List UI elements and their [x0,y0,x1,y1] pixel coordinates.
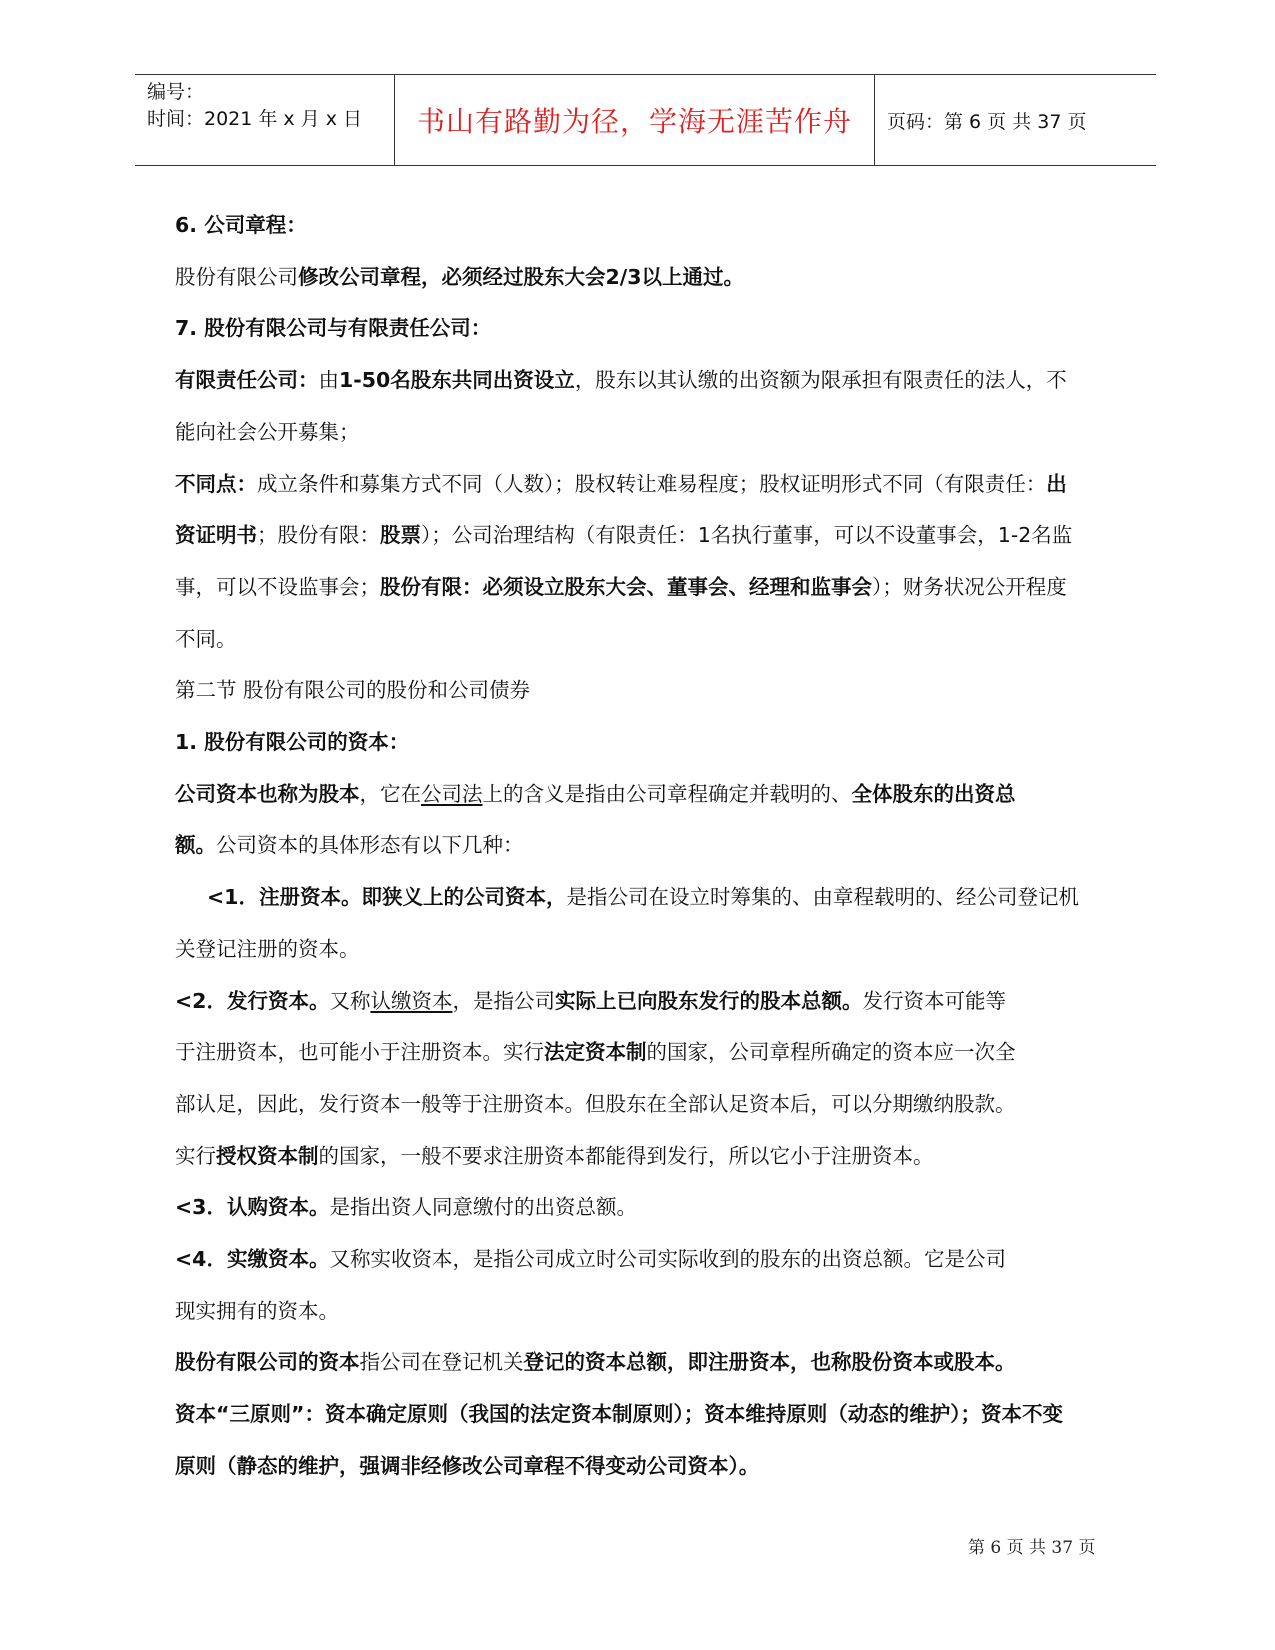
bold-run: 1-50名股东共同出资设立 [339,368,575,393]
text-run: 是指出资人同意缴付的出资总额。 [329,1195,637,1220]
text-run: ；股份有限： [257,523,380,548]
text-run: 股份有限公司 [175,264,298,289]
header-date: 时间：2021 年 x 月 x 日 [147,108,363,130]
document-body [175,200,1135,1493]
text-run: 成立条件和募集方式不同（人数）；股权转让难易程度；股权证明形式不同（有限责任： [257,471,1047,496]
paragraph-line [175,1337,1135,1389]
paragraph-line [175,820,1135,872]
bold-run: 登记的资本总额，即注册资本，也称股份资本或股本。 [523,1350,1016,1375]
text-run: ，股东以其认缴的出资额为限承担有限责任的法人，不 [574,368,1067,393]
bold-run: <4．实缴资本。 [175,1247,330,1272]
bold-run: 股份有限公司的资本 [175,1350,360,1375]
page-header [135,74,1156,166]
bold-run: 全体股东的出资总 [851,781,1016,806]
header-motto: 书山有路勤为径，学海无涯苦作舟 [416,105,852,138]
paragraph-line: 能向社会公开募集； [175,419,360,444]
text-run: ，是指公司 [452,988,555,1013]
paragraph-line: 部认足，因此，发行资本一般等于注册资本。但股东在全部认足资本后，可以分期缴纳股款。 [175,1091,1016,1116]
bold-run: 授权资本制 [216,1143,319,1168]
text-run: 由 [318,368,339,393]
bold-run: 修改公司章程，必须经过股东大会2/3以上通过。 [298,264,745,289]
text-run: 于注册资本，也可能小于注册资本。实行 [175,1040,544,1065]
paragraph-line [175,510,1135,562]
heading-company-comparison: 7. 股份有限公司与有限责任公司： [175,316,492,341]
paragraph-line [175,1182,1135,1234]
bold-run: 股份有限：必须设立股东大会、董事会、经理和监事会 [380,574,872,599]
bold-run: 额。 [175,833,216,858]
bold-run: 股票 [380,523,421,548]
text-run: ）；公司治理结构（有限责任：1名执行董事，可以不设董事会，1-2名监 [421,523,1073,548]
bold-run: <2．发行资本。 [175,988,330,1013]
text-run: 的国家，一般不要求注册资本都能得到发行，所以它小于注册资本。 [318,1143,934,1168]
paragraph-line [175,1131,1135,1183]
heading-share-capital: 1. 股份有限公司的资本： [175,730,410,755]
bold-run: 资证明书 [175,523,257,548]
text-run: 的国家，公司章程所确定的资本应一次全 [646,1040,1016,1065]
header-number-label: 编号： [147,81,205,103]
paragraph-line [175,872,1135,924]
paragraph-line [175,1027,1135,1079]
paragraph-line: 资本“三原则”：资本确定原则（我国的法定资本制原则）；资本维持原则（动态的维护）；资本不变 [175,1402,1063,1427]
paragraph-line: 原则（静态的维护，强调非经修改公司章程不得变动公司资本）。 [175,1453,760,1478]
text-run: 实行 [175,1143,216,1168]
paragraph-line [175,1234,1135,1286]
bold-run: 有限责任公司： [175,368,319,393]
heading-company-articles: 6. 公司章程： [175,213,307,237]
text-run: ，它在 [359,781,421,806]
paragraph-line [175,252,1135,304]
paragraph-line [175,769,1135,821]
text-run: ）；财务状况公开程度 [872,574,1067,599]
paragraph-line [175,976,1135,1028]
page-footer: 第 6 页 共 37 页 [968,1538,1096,1558]
text-run: 公司资本的具体形态有以下几种： [216,833,524,858]
text-run: 又称 [329,988,371,1013]
header-page-info: 页码：第 6 页 共 37 页 [887,110,1087,133]
header-right-cell [875,75,1156,165]
text-run: 事，可以不设监事会； [175,574,380,599]
bold-run: 出 [1046,471,1067,496]
paragraph-line [175,562,1135,614]
text-run: 又称实收资本，是指公司成立时公司实际收到的股东的出资总额。它是公司 [329,1247,1006,1272]
paragraph-line: 现实拥有的资本。 [175,1298,339,1323]
header-left-cell [135,75,395,165]
header-middle-cell [395,75,875,165]
underlined-term: 公司法 [421,781,483,806]
bold-run: 公司资本也称为股本 [175,781,360,806]
section-title: 第二节 股份有限公司的股份和公司债券 [175,678,531,703]
bold-run: 实际上已向股东发行的股本总额。 [554,988,863,1013]
text-run: 指公司在登记机关 [359,1350,524,1375]
text-run: 上的含义是指由公司章程确定并载明的、 [482,781,852,806]
paragraph-line: 关登记注册的资本。 [175,936,360,961]
paragraph-line [175,459,1135,511]
bold-run: <3．认购资本。 [175,1195,330,1220]
bold-run: 不同点： [175,471,257,496]
bold-run: <1．注册资本。即狭义上的公司资本， [207,885,567,910]
paragraph-line [175,355,1135,407]
underlined-term: 认缴资本 [370,988,453,1013]
bold-run: 法定资本制 [544,1040,647,1065]
paragraph-line: 不同。 [175,626,237,651]
text-run: 发行资本可能等 [862,988,1006,1013]
text-run: 是指公司在设立时筹集的、由章程载明的、经公司登记机 [566,885,1079,910]
